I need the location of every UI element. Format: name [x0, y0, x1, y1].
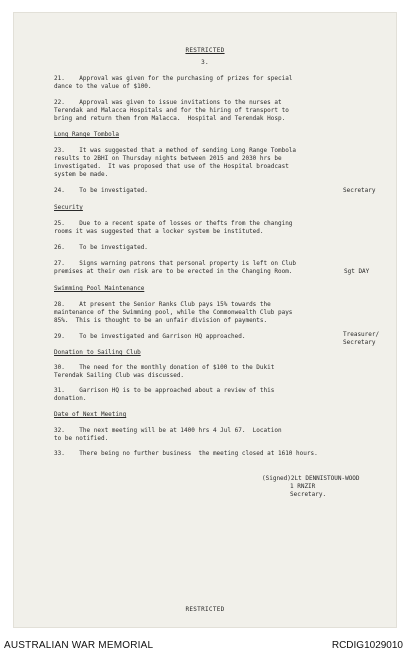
paragraph-line: 85%. This is thought to be an unfair division of payments.	[54, 317, 268, 324]
paragraph-line: 28. At present the Senior Ranks Club pays 15% towards the	[54, 301, 271, 308]
page-number: 3.	[201, 59, 209, 66]
paragraph-line: donation.	[54, 395, 87, 402]
paragraph-line: 32. The next meeting will be at 1400 hrs 4 Jul 67. Location	[54, 427, 282, 434]
section-heading-donation: Donation to Sailing Club	[54, 349, 141, 356]
action-by: Treasurer/	[343, 331, 380, 338]
paragraph-line: Terendak and Malacca Hospitals and for the hiring of transport to	[54, 107, 289, 114]
paragraph-line: rooms it was suggested that a locker system be instituted.	[54, 228, 264, 235]
paragraph-line: premises at their own risk are to be erected in the Changing Room.	[54, 268, 293, 275]
paragraph-line: dance to the value of $100.	[54, 83, 152, 90]
paragraph-line: 21. Approval was given for the purchasing of prizes for special	[54, 75, 293, 82]
section-heading-long-range-tombola: Long Range Tombola	[54, 131, 120, 138]
restricted-header: RESTRICTED	[185, 47, 225, 54]
signature-line: (Signed)2Lt DENNISTOUN-WOOD	[262, 475, 360, 482]
restricted-footer: RESTRICTED	[185, 606, 225, 613]
document-page	[13, 12, 397, 628]
paragraph-line: bring and return them from Malacca. Hospital and Terendak Hosp.	[54, 115, 286, 122]
archive-reference: RCDIG1029010	[331, 640, 403, 651]
signature-unit: 1 RNZIR	[290, 483, 316, 490]
paragraph-line: results to 2BHI on Thursday nights between 2015 and 2030 hrs be	[54, 155, 282, 162]
paragraph-line: maintenance of the Swimming pool, while the Commonwealth Club pays	[54, 309, 293, 316]
paragraph-line: 31. Garrison HQ is to be approached about a review of this	[54, 387, 275, 394]
archive-name: AUSTRALIAN WAR MEMORIAL	[4, 640, 154, 651]
paragraph-line: 27. Signs warning patrons that personal property is left on Club	[54, 260, 297, 267]
paragraph-29: 29. To be investigated and Garrison HQ approached.	[54, 333, 246, 340]
paragraph-line: to be notified.	[54, 435, 109, 442]
section-heading-next-meeting: Date of Next Meeting	[54, 411, 127, 418]
paragraph-line: 23. It was suggested that a method of sending Long Range Tombola	[54, 147, 297, 154]
action-by: Secretary	[343, 187, 376, 194]
paragraph-line: 30. The need for the monthly donation of $100 to the Dukit	[54, 364, 275, 371]
paragraph-line: investigated. It was proposed that use of the Hospital broadcast	[54, 163, 289, 170]
paragraph-line: 25. Due to a recent spate of losses or thefts from the changing	[54, 220, 293, 227]
archive-footer-bar	[0, 639, 407, 654]
section-heading-swimming-pool: Swimming Pool Maintenance	[54, 285, 145, 292]
paragraph-line: Terendak Sailing Club was discussed.	[54, 372, 185, 379]
paragraph-24: 24. To be investigated.	[54, 187, 148, 194]
paragraph-26: 26. To be investigated.	[54, 244, 148, 251]
signature-title: Secretary.	[290, 491, 327, 498]
paragraph-line: system be made.	[54, 171, 109, 178]
action-by: Sgt DAY	[344, 268, 370, 275]
section-heading-security: Security	[54, 204, 83, 211]
action-by: Secretary	[343, 339, 376, 346]
paragraph-33: 33. There being no further business the meeting closed at 1610 hours.	[54, 450, 318, 457]
paragraph-line: 22. Approval was given to issue invitations to the nurses at	[54, 99, 282, 106]
